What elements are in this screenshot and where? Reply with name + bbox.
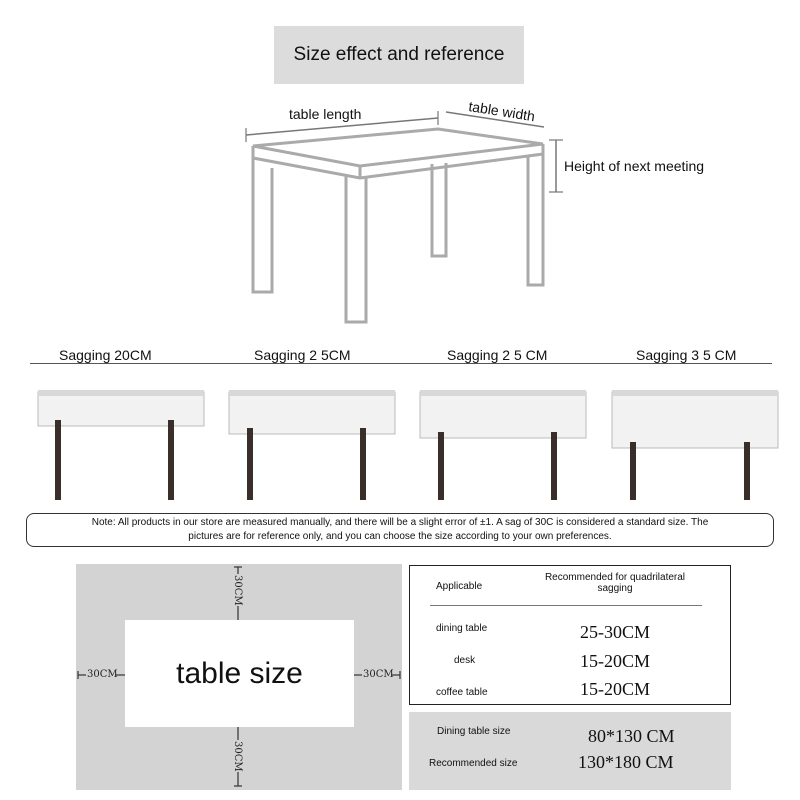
recommend-divider (430, 605, 702, 606)
recommend-row-label: desk (454, 655, 476, 666)
dining-row-value: 80*130 CM (588, 726, 675, 746)
dining-size-box (409, 712, 731, 790)
table-size-title: table size (176, 656, 303, 690)
table-width-label: table width (467, 98, 537, 125)
page-title-text: Size effect and reference (293, 44, 505, 65)
recommend-col1-header: Applicable (436, 581, 483, 592)
sagging-label-3: Sagging 2 5 CM (447, 347, 548, 363)
recommend-row-value: 15-20CM (580, 679, 651, 699)
right-margin-label: 30CM (363, 669, 394, 680)
sagging-label-1: Sagging 20CM (59, 347, 152, 363)
dining-row-value: 130*180 CM (578, 752, 674, 772)
dining-row-label: Recommended size (429, 758, 518, 769)
table-length-label: table length (289, 106, 362, 122)
bottom-margin-label: 30CM (232, 741, 243, 772)
recommend-row-value: 15-20CM (580, 651, 651, 671)
sagging-label-2: Sagging 2 5CM (254, 347, 351, 363)
note-line-2: pictures are for reference only, and you can choose the size according to your own preferences. (188, 531, 612, 542)
recommend-row-value: 25-30CM (580, 622, 651, 642)
dining-row-label: Dining table size (437, 726, 511, 737)
recommend-row-label: dining table (436, 623, 488, 634)
left-margin-label: 30CM (87, 669, 118, 680)
top-margin-label: 30CM (232, 575, 243, 606)
recommend-row-label: coffee table (436, 687, 488, 698)
sagging-label-4: Sagging 3 5 CM (636, 347, 737, 363)
note-line-1: Note: All products in our store are measured manually, and there will be a slight error of ±1. A sag of 30C is considered a standard size. The (91, 517, 709, 528)
recommend-col2-header: Recommended for quadrilateral sagging (544, 572, 686, 594)
height-label: Height of next meeting (564, 158, 705, 174)
